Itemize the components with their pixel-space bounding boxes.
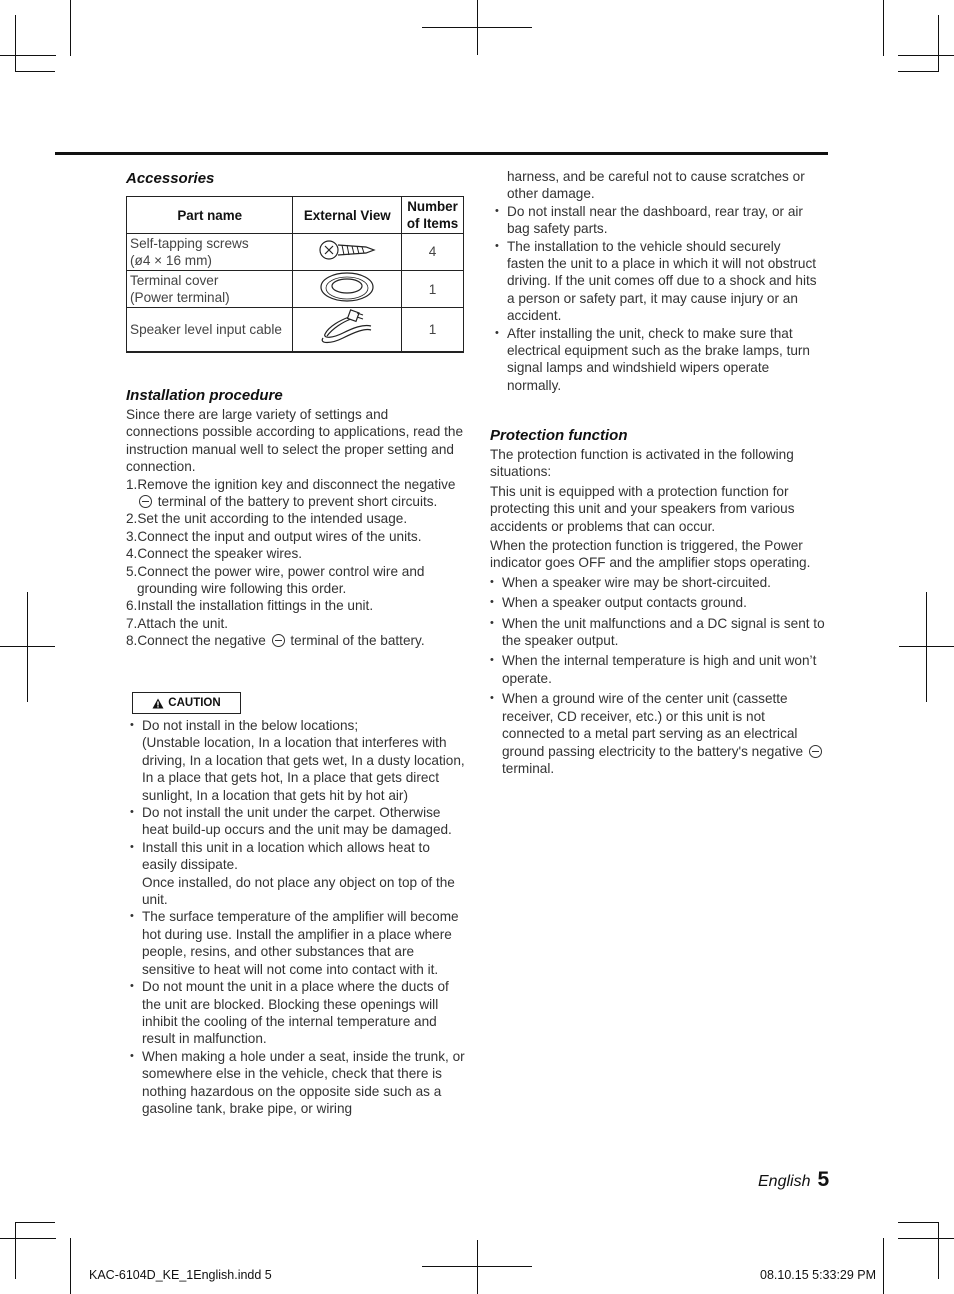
table-header: External View [293,197,402,234]
crop-mark [898,1222,939,1223]
table-header: Part name [127,197,293,234]
table-header: Number of Items [402,197,464,234]
screw-icon [318,237,376,263]
list-item: 3.Connect the input and output wires of the units. [126,528,422,544]
item-text: (Unstable location, In a location that interferes with driving, In a location that gets wet, In a dusty location, In a place that gets hot, In a place that gets direct sunlight, In a location that gets hit by hot air) [142,735,465,803]
list-item: • The surface temperature of the amplifier will become hot during use. Install the amplifier in a place where people, resins, and other substances that are sensitive to heat will not come into contact with it. [126,908,466,978]
crop-mark [0,55,56,56]
part-name: (ø4 × 16 mm) [130,253,212,268]
part-name: Terminal cover [130,272,219,288]
item-text: terminal. [502,760,555,776]
caution-list-right [491,168,821,394]
page-language: English [758,1173,811,1190]
protection-heading: Protection function [490,427,628,444]
list-item [126,632,464,649]
crop-mark [70,0,71,56]
terminal-cover-icon [319,271,375,303]
crop-mark [422,1266,532,1267]
installation-heading: Installation procedure [126,387,283,404]
list-item [126,476,464,511]
crop-mark [0,646,55,647]
protection-section [490,446,825,777]
step-text: 1.Remove the ignition key and disconnect the negative [126,476,456,492]
step-text: terminal of the battery to prevent short circuits. [154,494,438,510]
crop-mark [898,1238,954,1239]
item-count: 4 [402,234,464,271]
list-item: • When a speaker output contacts ground. [486,594,825,611]
accessories-table [126,196,464,353]
protection-paragraph: This unit is equipped with a protection function for protecting this unit and your speakers from various accidents or problems that can occur. [490,483,795,534]
list-item: 4.Connect the speaker wires. [126,546,303,562]
list-item: • Do not install the unit under the carpet. Otherwise heat build-up occurs and the unit may be damaged. [126,804,466,839]
crop-mark [883,0,884,56]
page-number-block [758,1168,829,1192]
list-item [126,839,466,909]
list-item: • When making a hole under a seat, inside the trunk, or somewhere else in the vehicle, check that there is nothing hazardous on the opposite side such as a gasoline tank, brake pipe, or wiring [126,1048,466,1118]
crop-mark [898,71,939,72]
footer-timestamp: 08.10.15 5:33:29 PM [760,1268,877,1282]
list-item: • When the internal temperature is high and unit won’t operate. [486,652,825,687]
minus-terminal-icon [809,745,822,758]
caution-box [132,692,241,714]
list-item: 5.Connect the power wire, power control wire and grounding wire following this order. [126,563,425,597]
list-item: 2.Set the unit according to the intended usage. [126,511,408,527]
crop-mark [898,55,954,56]
cable-icon [317,308,377,346]
installation-intro: Since there are large variety of settings and connections possible according to applications, read the instruction manual well to select the proper setting and connection. [126,407,464,475]
item-count: 1 [402,271,464,308]
step-text: 8.Connect the negative [126,633,270,649]
crop-mark [899,646,954,647]
list-item: • Do not install near the dashboard, rear tray, or air bag safety parts. [491,203,821,238]
step-text: terminal of the battery. [286,633,425,649]
item-text: Do not install in the below locations; [142,718,359,733]
table-row [127,308,464,352]
page-number: 5 [817,1168,830,1191]
list-item: • The installation to the vehicle should securely fasten the unit to a place in which it will not obstruct driving. If the unit comes off due to a shock and hits a person or safety part, it may cause injury or an accident. [491,238,821,325]
item-text: Install this unit in a location which allows heat to easily dissipate. [142,839,430,873]
protection-paragraph: When the protection function is triggered, the Power indicator goes OFF and the amplifier stops operating. [490,538,811,571]
list-item [126,717,466,804]
protection-paragraph: The protection function is activated in the following situations: [490,447,794,480]
item-text: Once installed, do not place any object on top of the unit. [142,874,455,908]
crop-mark [926,592,927,702]
list-item: • After installing the unit, check to make sure that electrical equipment such as the brake lamps, turn signal lamps and windshield wipers operate normally. [491,325,821,395]
crop-mark [0,1238,56,1239]
crop-mark [938,1222,939,1279]
item-count: 1 [402,308,464,352]
part-name: Speaker level input cable [127,308,293,352]
part-name: (Power terminal) [130,290,230,306]
list-item: 6.Install the installation fittings in the unit. [126,598,374,614]
crop-mark [477,1240,478,1294]
list-item: 7.Attach the unit. [126,615,229,631]
list-item: • Do not mount the unit in a place where the ducts of the unit are blocked. Blocking these openings will inhibit the cooling of the internal temperature and result in malfunction. [126,978,466,1048]
crop-mark [70,1238,71,1294]
part-name: Self-tapping screws [130,235,249,251]
warning-icon [152,698,164,709]
minus-terminal-icon [272,634,285,647]
crop-mark [883,1238,884,1294]
caution-continuation: harness, and be careful not to cause scratches or other damage. [507,169,805,202]
crop-mark [15,15,16,72]
minus-terminal-icon [139,495,152,508]
crop-mark [15,71,55,72]
list-item: • When a speaker wire may be short-circuited. [486,574,825,591]
installation-steps [126,476,464,650]
crop-mark [27,592,28,702]
header-rule [55,152,828,155]
table-row [127,234,464,271]
list-item: • When the unit malfunctions and a DC signal is sent to the speaker output. [486,615,825,650]
list-item [486,690,825,777]
caution-label: CAUTION [168,697,221,709]
installation-section [126,406,464,650]
caution-list-left [126,717,466,1117]
crop-mark [422,27,532,28]
footer-filename: KAC-6104D_KE_1English.indd 5 [89,1268,272,1282]
crop-mark [15,1222,55,1223]
table-row [127,271,464,308]
crop-mark [938,15,939,72]
accessories-heading: Accessories [126,170,215,187]
crop-mark [15,1222,16,1279]
item-text: When a ground wire of the center unit (cassette receiver, CD receiver, etc.) or this unit is not connected to a metal part serving as an electrical ground passing electricity to the battery's negative [502,691,804,759]
